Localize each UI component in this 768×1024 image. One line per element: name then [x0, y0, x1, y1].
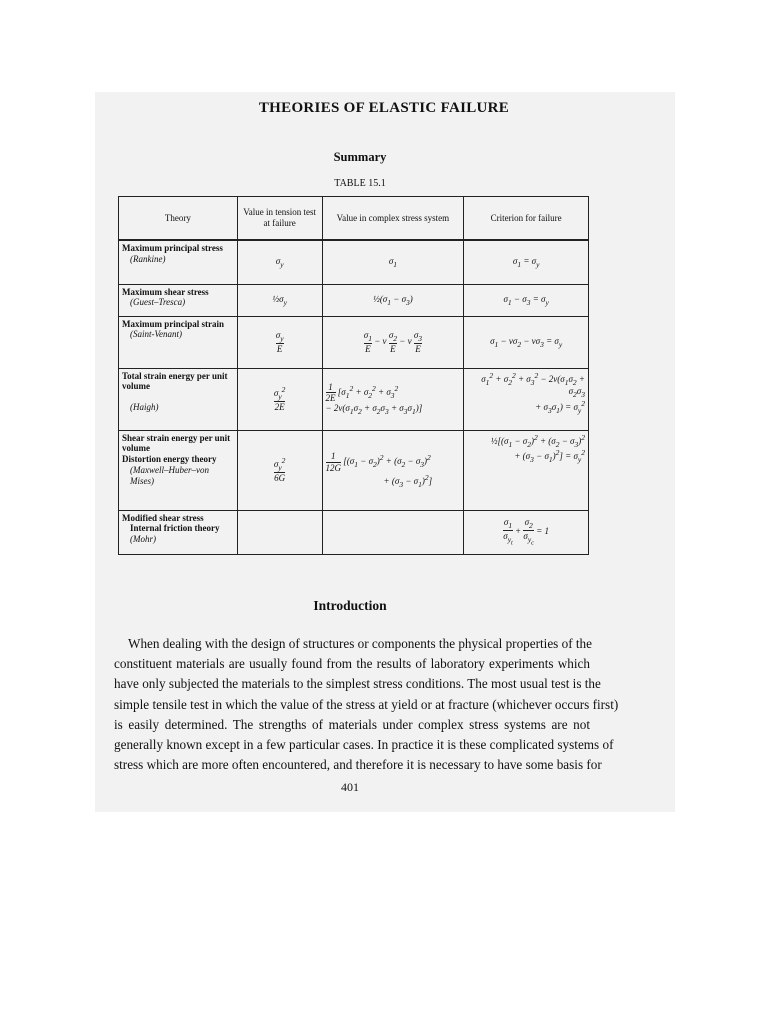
table-row: [119, 316, 589, 368]
complex-value-cell: $\frac{\sigma_1}{E}$ − ν $\frac{\sigma_2}{E}$ − ν $\frac{\sigma_3}{E}$: [322, 316, 464, 368]
paragraph-line: constituent materials are usually found from the results of laboratory experiments which: [114, 656, 590, 672]
theory-name: Modified shear stress: [122, 512, 204, 523]
theory-author: (Guest–Tresca): [130, 297, 186, 308]
tension-value-cell: [237, 510, 322, 554]
paragraph-line: When dealing with the design of structures or components the physical properties of the: [128, 636, 593, 651]
theory-cell: [119, 284, 238, 316]
criterion-cell: $\sigma_1^2 + \sigma_2^2 + \sigma_3^2 - 2\nu(\sigma_1\sigma_2 + \sigma_2\sigma_3$ + $\sigma_3\sigma_1) = \sigma_y^2$: [464, 368, 589, 430]
tension-value-cell: $\frac{\sigma_y}{E}$: [237, 316, 322, 368]
complex-value-cell: $\frac{1}{2}(\sigma_1 - \sigma_3)$: [322, 284, 464, 316]
complex-value-cell: $\frac{1}{12G}$ [$(\sigma_1 - \sigma_2)^2 + (\sigma_2 - \sigma_3)^2$ + $(\sigma_3 - \sigma_1)^2$]: [322, 430, 464, 510]
paragraph-line: generally known except in a few particular cases. In practice it is these complicated systems of: [114, 737, 614, 753]
theory-author: (Rankine): [130, 253, 166, 264]
paragraph-line: simple tensile test in which the value of the stress at yield or at fracture (whichever occurs first): [114, 696, 619, 712]
theory-cell: [119, 510, 238, 554]
page-number: 401: [341, 780, 359, 794]
table-caption: TABLE 15.1: [334, 178, 386, 189]
paragraph-line: is easily determined. The strengths of materials under complex stress systems are not: [114, 716, 590, 732]
theory-cell: [119, 316, 238, 368]
paragraph-line: stress which are more often encountered, and therefore it is necessary to have some basis for: [114, 757, 602, 773]
criterion-cell: $\sigma_1 = \sigma_y$: [464, 240, 589, 284]
tension-value-cell: $\frac{\sigma_y^2}{6G}$: [237, 430, 322, 510]
theory-cell: [119, 368, 238, 430]
page-title: THEORIES OF ELASTIC FAILURE: [258, 100, 510, 116]
failure-theories-table: [118, 196, 589, 555]
summary-heading: Summary: [333, 150, 387, 164]
header-theory: Theory: [119, 197, 238, 241]
theory-author: (Mohr): [130, 534, 156, 545]
tension-value-cell: $\sigma_y$: [237, 240, 322, 284]
tension-value-cell: $\frac{\sigma_y^2}{2E}$: [237, 368, 322, 430]
theory-alt-name: Internal friction theory: [130, 523, 220, 534]
criterion-cell: $\frac{1}{2}[(\sigma_1 - \sigma_2)^2 + (\sigma_2 - \sigma_3)^2$ + $(\sigma_3 - \sigma_1)^2] = \sigma_y^2$: [464, 430, 589, 510]
theory-author: (Maxwell–Huber–von Mises): [130, 465, 209, 487]
header-criterion: Criterion for failure: [464, 197, 589, 241]
header-tension-value: Value in tension test at failure: [237, 197, 322, 241]
theory-author: (Haigh): [130, 402, 159, 413]
criterion-cell: $\frac{\sigma_1}{\sigma_{y_t}}$ + $\frac{\sigma_2}{\sigma_{y_c}}$ = 1: [464, 510, 589, 554]
complex-value-cell: $\frac{1}{2E}$ [$\sigma_1^2 + \sigma_2^2 + \sigma_3^2$ − $2\nu(\sigma_1\sigma_2 + \sigma_2\sigma_3 + \sigma_3\sigma_1)$]: [322, 368, 464, 430]
introduction-paragraph: [114, 634, 619, 775]
theory-name: Maximum shear stress: [122, 286, 209, 297]
header-complex-value: Value in complex stress system: [322, 197, 464, 241]
table-row: [119, 430, 589, 510]
theory-cell: [119, 240, 238, 284]
complex-value-cell: [322, 510, 464, 554]
paragraph-line: have only subjected the materials to the simplest stress conditions. The most usual test is the: [114, 676, 601, 692]
complex-value-cell: $\sigma_1$: [322, 240, 464, 284]
theory-name: Shear strain energy per unit volume: [122, 432, 231, 454]
theory-author: (Saint-Venant): [130, 329, 182, 340]
theory-name: Maximum principal stress: [122, 243, 223, 253]
table-row: [119, 510, 589, 554]
theory-name: Maximum principal strain: [122, 318, 225, 329]
theory-name: Total strain energy per unit volume: [122, 370, 228, 392]
table-row: [119, 240, 589, 284]
table-row: [119, 284, 589, 316]
theory-cell: [119, 430, 238, 510]
table-row: [119, 368, 589, 430]
theory-alt-name: Distortion energy theory: [122, 454, 217, 465]
criterion-cell: $\sigma_1 - \nu\sigma_2 - \nu\sigma_3 = \sigma_y$: [464, 316, 589, 368]
criterion-cell: $\sigma_1 - \sigma_3 = \sigma_y$: [464, 284, 589, 316]
table-header-row: [119, 197, 589, 241]
section-heading: Introduction: [313, 598, 387, 613]
tension-value-cell: $\frac{1}{2}\sigma_y$: [237, 284, 322, 316]
